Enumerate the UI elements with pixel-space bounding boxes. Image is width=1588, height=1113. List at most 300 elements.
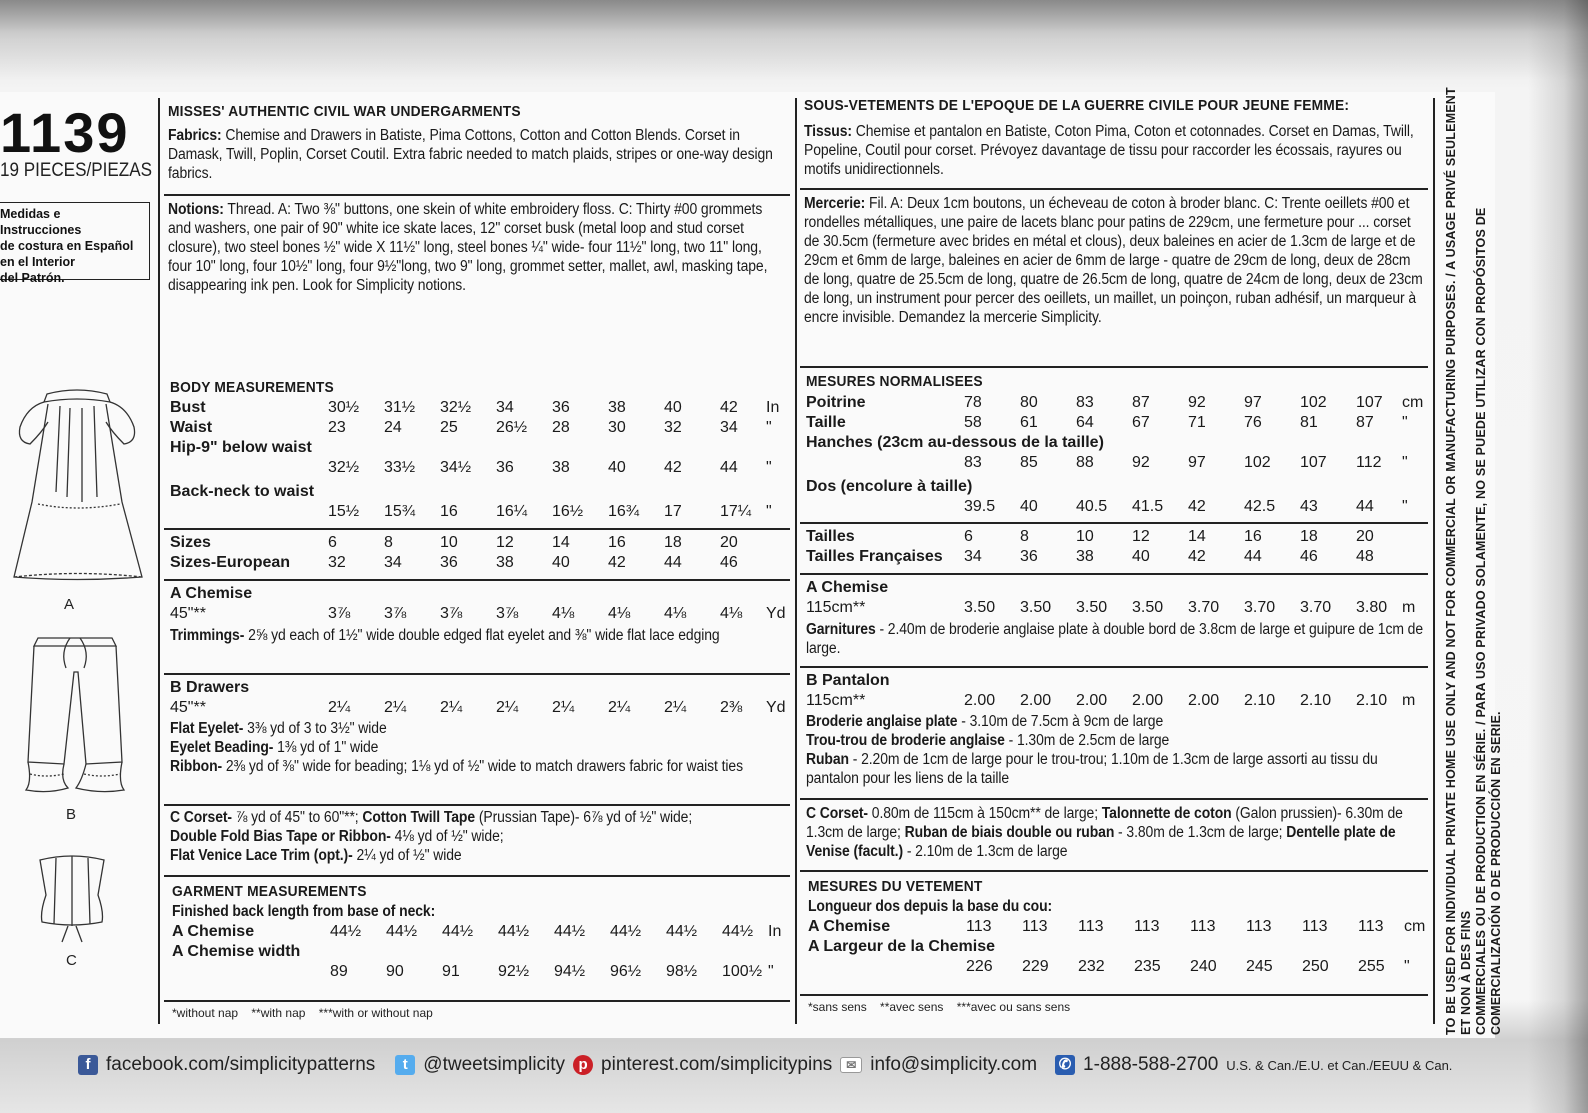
cell: 4⅛ (608, 605, 631, 622)
cell: 250 (1302, 958, 1329, 975)
facebook-icon: f (78, 1055, 98, 1075)
flat-eyelet-line (170, 719, 789, 738)
cell: 107 (1300, 454, 1327, 471)
cell: 97 (1244, 394, 1262, 411)
mercerie-label: Mercerie: (804, 195, 866, 212)
cell: 58 (964, 414, 982, 431)
row-label: 45"** (170, 699, 206, 716)
cell: 92 (1188, 394, 1206, 411)
table-row (806, 496, 1428, 516)
broderie-line (806, 712, 1427, 731)
cell: 42 (720, 399, 738, 416)
cell: 91 (442, 963, 460, 980)
notions-english (168, 200, 787, 295)
fabrics-label: Fabrics: (168, 127, 222, 144)
talonnette-label: Talonnette de coton (1101, 805, 1232, 822)
row-label: A Chemise (806, 579, 889, 596)
flat-eyelet-label: Flat Eyelet- (170, 720, 244, 737)
right-column-divider (1433, 98, 1435, 1024)
corset-yardage-en (170, 808, 789, 865)
table-row (172, 921, 790, 941)
divider (164, 804, 790, 806)
unit: m (1402, 599, 1416, 616)
garnitures-text: - 2.40m de broderie anglaise plate à double bord de 3.8cm de large et guipure de 1cm de large. (806, 621, 1424, 657)
cell: 34 (496, 399, 514, 416)
ribbon-label: Ribbon- (170, 758, 223, 775)
row-label: 115cm** (806, 692, 866, 709)
cell: 92½ (498, 963, 530, 980)
cell: 38 (496, 554, 514, 571)
row-label: Dos (encolure à taille) (806, 478, 973, 495)
cell: 44½ (330, 923, 362, 940)
table-row (808, 956, 1428, 976)
cell: 42 (1188, 548, 1206, 565)
cell: 232 (1078, 958, 1105, 975)
cell: 2.00 (964, 692, 996, 709)
cell: 87 (1132, 394, 1150, 411)
table-row (806, 432, 1428, 452)
cell: 92 (1132, 454, 1150, 471)
row-label: Waist (170, 419, 213, 436)
cell: 113 (1358, 918, 1384, 935)
trimmings-label: Trimmings- (170, 627, 245, 644)
row-label: Sizes (170, 534, 211, 551)
table-row (806, 690, 1428, 710)
cell: 23 (328, 419, 346, 436)
cell: 20 (1356, 528, 1374, 545)
corset-illustration (32, 850, 112, 945)
cell: 32 (664, 419, 682, 436)
cell: 32 (328, 554, 346, 571)
unit: Yd (766, 605, 786, 622)
unit: " (1404, 958, 1410, 975)
pinterest-link[interactable]: pinterest.com/simplicitypins (601, 1054, 833, 1075)
table-row (806, 597, 1428, 617)
cell: 102 (1300, 394, 1327, 411)
trimmings-text: 2⅝ yd each of 1½" wide double edged flat eyelet and ⅜" wide flat lace edging (248, 627, 720, 644)
cell: 12 (1132, 528, 1150, 545)
table-row (170, 417, 790, 437)
cell: 112 (1356, 454, 1382, 471)
cell: 17¼ (720, 503, 752, 520)
phone-region-note: U.S. & Can./E.U. et Can./EEUU & Can. (1226, 1057, 1453, 1073)
cell: 245 (1246, 958, 1273, 975)
mesures-normalisees-heading: MESURES NORMALISEES (806, 373, 983, 390)
pantalon-trims-fr (806, 712, 1427, 788)
flat-eyelet-text: 3⅜ yd of 3 to 3½" wide (247, 720, 387, 737)
drawers-illustration (20, 632, 130, 802)
title-english: MISSES' AUTHENTIC CIVIL WAR UNDERGARMENTS (168, 103, 521, 120)
broderie-label: Broderie anglaise plate (806, 713, 958, 730)
cell: 46 (1300, 548, 1318, 565)
corset-text: 0.80m de 115cm à 150cm** de large; (871, 805, 1098, 822)
cell: 25 (440, 419, 458, 436)
divider (164, 673, 790, 675)
dentelle-text: - 2.10m de 1.3cm de large (906, 843, 1068, 860)
cell: 90 (386, 963, 404, 980)
cell: 3.70 (1244, 599, 1276, 616)
unit: m (1402, 692, 1416, 709)
table-row (806, 670, 1428, 690)
cell: 3⅞ (440, 605, 463, 622)
cell: 12 (496, 534, 514, 551)
cell: 43 (1300, 498, 1318, 515)
garment-measurements-heading: GARMENT MEASUREMENTS (172, 883, 367, 900)
cell: 36 (1020, 548, 1038, 565)
cell: 3.50 (964, 599, 996, 616)
divider (800, 366, 1428, 368)
table-row (170, 532, 790, 552)
cell: 113 (1302, 918, 1328, 935)
cell: 94½ (554, 963, 586, 980)
tissus-text: Chemise et pantalon en Batiste, Coton Pima, Coton et cotonnades. Corset en Damas, Twill, Popeline, Coutil pour corset. Prévoyez davantage de tissu pour raccorder les écossais, rayures ou motifs unidirectionnels. (804, 123, 1414, 178)
cell: 44 (664, 554, 682, 571)
row-label: B Pantalon (806, 672, 890, 689)
cell: 44½ (554, 923, 586, 940)
cell: 31½ (384, 399, 416, 416)
corset-label: C Corset- (170, 809, 232, 826)
cell: 240 (1190, 958, 1217, 975)
cell: 4⅛ (720, 605, 743, 622)
garment-subheading: Finished back length from base of neck: (172, 903, 436, 920)
divider (800, 798, 1428, 800)
cell: 2¼ (496, 699, 519, 716)
cell: 15¾ (384, 503, 416, 520)
facebook-link[interactable]: facebook.com/simplicitypatterns (106, 1054, 376, 1075)
fabrics-text: Chemise and Drawers in Batiste, Pima Cottons, Cotton and Cotton Blends. Corset in Damask, Twill, Poplin, Corset Coutil. Extra fabric needed to match plaids, stripes or one-way design fabrics. (168, 127, 773, 182)
table-row (808, 936, 1428, 956)
cell: 3.80 (1356, 599, 1388, 616)
illustration-label-b: B (66, 806, 77, 823)
cell: 3⅞ (384, 605, 407, 622)
cell: 20 (720, 534, 738, 551)
cell: 14 (552, 534, 570, 551)
cell: 87 (1356, 414, 1374, 431)
cell: 16 (1244, 528, 1262, 545)
cell: 38 (552, 459, 570, 476)
row-label: Hanches (23cm au-dessous de la taille) (806, 434, 1104, 451)
cell: 26½ (496, 419, 528, 436)
sizes-table-en (170, 532, 790, 572)
twitter-icon: t (395, 1055, 415, 1075)
twitter-link[interactable]: @tweetsimplicity (423, 1054, 566, 1075)
left-column-divider (158, 98, 160, 1024)
cell: 2¼ (440, 699, 463, 716)
mercerie-french (804, 194, 1425, 327)
cell: 255 (1358, 958, 1385, 975)
talonnette-text: (Galon prussien)- 6.30m de 1.3cm de large; (806, 805, 1403, 841)
cell: 44 (1244, 548, 1262, 565)
row-label: A Largeur de la Chemise (808, 938, 996, 955)
table-row (806, 412, 1428, 432)
cell: 113 (1190, 918, 1216, 935)
cell: 235 (1134, 958, 1161, 975)
row-label: A Chemise (172, 923, 255, 940)
cell: 34 (720, 419, 738, 436)
unit: " (1402, 454, 1408, 471)
cell: 32½ (328, 459, 360, 476)
pinterest-icon: p (573, 1055, 593, 1075)
mesures-vetement-heading: MESURES DU VETEMENT (808, 878, 983, 895)
cell: 30 (608, 419, 626, 436)
cell: 34 (384, 554, 402, 571)
ruban-line (806, 750, 1427, 788)
cell: 6 (964, 528, 973, 545)
cell: 28 (552, 419, 570, 436)
cell: 16¾ (608, 503, 640, 520)
phone-icon: ✆ (1055, 1055, 1075, 1075)
footnote-english: *without nap **with nap ***with or without nap (172, 1006, 433, 1020)
cell: 4⅛ (664, 605, 687, 622)
pantalon-yardage-fr (806, 670, 1428, 710)
corset-label: C Corset- (806, 805, 868, 822)
cell: 40 (1132, 548, 1150, 565)
cell: 2.10 (1356, 692, 1388, 709)
right-edge-shadow (1528, 0, 1588, 1113)
footnote-french: *sans sens **avec sens ***avec ou sans sens (808, 1000, 1071, 1014)
row-label: Back-neck to waist (170, 483, 315, 500)
table-row (170, 583, 790, 603)
cell: 113 (1246, 918, 1272, 935)
cell: 34 (964, 548, 982, 565)
eyelet-beading-label: Eyelet Beading- (170, 739, 274, 756)
cell: 8 (1020, 528, 1029, 545)
divider (800, 522, 1428, 524)
divider (164, 579, 790, 581)
ruban-biais-label: Ruban de biais double ou ruban (904, 824, 1115, 841)
table-row (170, 697, 790, 717)
table-row (170, 397, 790, 417)
lace-trim-text: 2¼ yd of ½" wide (356, 847, 462, 864)
trou-trou-line (806, 731, 1427, 750)
cell: 113 (1134, 918, 1160, 935)
divider (164, 875, 790, 877)
unit: " (768, 963, 774, 980)
cell: 32½ (440, 399, 472, 416)
cell: 44½ (666, 923, 698, 940)
row-label: Tailles Françaises (806, 548, 943, 565)
cell: 16½ (552, 503, 584, 520)
unit: " (1402, 414, 1408, 431)
tissus-label: Tissus: (804, 123, 852, 140)
divider (800, 573, 1428, 575)
cell: 89 (330, 963, 348, 980)
cell: 42 (608, 554, 626, 571)
cell: 4⅛ (552, 605, 575, 622)
cell: 42.5 (1244, 498, 1276, 515)
unit: " (1402, 498, 1408, 515)
cell: 40 (552, 554, 570, 571)
body-measurements-table-fr (806, 392, 1428, 516)
cell: 76 (1244, 414, 1262, 431)
row-label: A Chemise width (172, 943, 301, 960)
cell: 36 (440, 554, 458, 571)
row-label: A Chemise (808, 918, 891, 935)
cell: 80 (1020, 394, 1038, 411)
cell: 2.00 (1020, 692, 1052, 709)
cell: 3.50 (1132, 599, 1164, 616)
table-row (170, 501, 790, 521)
table-row (806, 546, 1428, 566)
cell: 107 (1356, 394, 1383, 411)
eyelet-beading-text: 1⅜ yd of 1" wide (277, 739, 379, 756)
cell: 2.00 (1076, 692, 1108, 709)
twill-tape-text: (Prussian Tape)- 6⅞ yd of ½" wide; (478, 809, 693, 826)
spanish-instructions-note (0, 202, 150, 285)
cell: 64 (1076, 414, 1094, 431)
table-row (806, 577, 1428, 597)
cell: 40 (664, 399, 682, 416)
cell: 98½ (666, 963, 698, 980)
chemise-illustration (2, 382, 152, 582)
cell: 113 (1078, 918, 1104, 935)
cell: 71 (1188, 414, 1206, 431)
cell: 83 (964, 454, 982, 471)
cell: 100½ (722, 963, 763, 980)
trou-trou-label: Trou-trou de broderie anglaise (806, 732, 1005, 749)
cell: 34½ (440, 459, 472, 476)
garnitures-label: Garnitures (806, 621, 876, 638)
cell: 2.00 (1132, 692, 1164, 709)
ruban-text: - 2.20m de 1cm de large pour le trou-trou; 1.10m de 1.3cm de large assorti au tissu du pantalon pour les liens de la taille (806, 751, 1378, 787)
cell: 67 (1132, 414, 1150, 431)
cell: 2.10 (1244, 692, 1276, 709)
unit: cm (1402, 394, 1424, 411)
divider (800, 188, 1428, 190)
table-row (806, 452, 1428, 472)
phone-number: 1-888-588-2700 (1083, 1054, 1219, 1075)
cell: 10 (440, 534, 458, 551)
ribbon-line (170, 757, 789, 776)
mercerie-text: Fil. A: Deux 1cm boutons, un écheveau de coton à broder blanc. C: Trente oeillets #00 et rondelles métalliques, une paire de lacets blanc pour patins de 229cm, une fermeture pour ... corset de 30.5cm (fermeture avec brides en métal et clous), deux baleines en acier de 1.3cm de large et de 29cm et 6mm de large, baleines en acier de 6mm de large - quatre de 29cm de long, deux de 28cm de long, quatre de 25.5cm de long, quatre de 26.5cm de long, quatre de 24cm de long, deux de 23cm de long, un instrument pour percer des oeillets, un maillet, un poinçon, ruban adhésif, un marqueur à encre invisible. Demandez la mercerie Simplicity. (804, 195, 1423, 326)
unit: " (766, 419, 772, 436)
cell: 3⅞ (496, 605, 519, 622)
unit: Yd (766, 699, 786, 716)
notions-label: Notions: (168, 201, 224, 218)
divider (164, 194, 790, 196)
cell: 44½ (442, 923, 474, 940)
lace-trim-label: Flat Venice Lace Trim (opt.)- (170, 847, 353, 864)
cell: 40 (608, 459, 626, 476)
chemise-yardage-en (170, 583, 790, 623)
illustration-label-c: C (66, 952, 77, 969)
cell: 3.50 (1076, 599, 1108, 616)
cell: 96½ (610, 963, 642, 980)
cell: 2¼ (552, 699, 575, 716)
spanish-note-line: Medidas e Instrucciones (0, 207, 82, 237)
cell: 44½ (610, 923, 642, 940)
trou-trou-text: - 1.30m de 2.5cm de large (1008, 732, 1170, 749)
divider (800, 870, 1428, 872)
garnitures-fr (806, 620, 1427, 658)
cell: 14 (1188, 528, 1206, 545)
table-row (172, 941, 790, 961)
spanish-note-line: en el Interior (0, 255, 76, 269)
row-label: Tailles (806, 528, 855, 545)
illustration-label-a: A (64, 596, 75, 613)
table-row (170, 437, 790, 457)
private-use-notice (1444, 75, 1504, 1035)
sizes-table-fr (806, 526, 1428, 566)
garment-measurements-fr (808, 916, 1428, 976)
cell: 30½ (328, 399, 360, 416)
cell: 24 (384, 419, 402, 436)
email-link[interactable]: info@simplicity.com (870, 1054, 1038, 1075)
table-row (808, 916, 1428, 936)
cell: 3⅞ (328, 605, 351, 622)
pieces-count: 19 PIECES/PIEZAS (0, 160, 153, 181)
ruban-biais-text: - 3.80m de 1.3cm de large; (1118, 824, 1283, 841)
row-label: Hip-9" below waist (170, 439, 312, 456)
table-row (170, 552, 790, 572)
corset-yardage-fr (806, 804, 1427, 861)
table-row (806, 392, 1428, 412)
drawers-yardage-en (170, 677, 790, 717)
garment-measurements-en (172, 921, 790, 981)
title-french: SOUS-VETEMENTS DE L'EPOQUE DE LA GUERRE CIVILE POUR JEUNE FEMME: (804, 97, 1350, 114)
unit: " (766, 459, 772, 476)
broderie-text: - 3.10m de 7.5cm à 9cm de large (961, 713, 1164, 730)
table-row (170, 457, 790, 477)
cell: 17 (664, 503, 682, 520)
email-icon: ✉ (840, 1057, 862, 1073)
body-measurements-table-en (170, 397, 790, 521)
ruban-label: Ruban (806, 751, 849, 768)
unit: cm (1404, 918, 1426, 935)
cell: 42 (1188, 498, 1206, 515)
cell: 113 (1022, 918, 1048, 935)
cell: 85 (1020, 454, 1038, 471)
row-label: B Drawers (170, 679, 250, 696)
cell: 38 (1076, 548, 1094, 565)
table-row (806, 526, 1428, 546)
cell: 44½ (498, 923, 530, 940)
cell: 16 (608, 534, 626, 551)
cell: 81 (1300, 414, 1318, 431)
spanish-note-line: del Patrón. (0, 271, 65, 285)
spanish-note-line: de costura en Español (0, 239, 134, 253)
tissus-french (804, 122, 1425, 179)
drawers-trims-en (170, 719, 789, 776)
row-label: Sizes-European (170, 554, 291, 571)
bias-tape-label: Double Fold Bias Tape or Ribbon- (170, 828, 391, 845)
divider (800, 666, 1428, 668)
row-label: 45"** (170, 605, 206, 622)
cell: 10 (1076, 528, 1094, 545)
notions-text: Thread. A: Two ⅜" buttons, one skein of white embroidery floss. C: Thirty #00 grommets and washers, one pair of 90" white ice skate laces, 12" corset busk (metal loop and stud corset closure), two steel bones ½" wide X 11½" long, steel bones ¼" wide- four 11½" long, two 11" long, four 10" long, four 10½" long, four 9½"long, two 9" long, grommet setter, mallet, awl, masking tape, disappearing ink pen. Look for Simplicity notions. (168, 201, 768, 294)
cell: 16 (440, 503, 458, 520)
cell: 48 (1356, 548, 1374, 565)
cell: 2.00 (1188, 692, 1220, 709)
row-label: A Chemise (170, 585, 253, 602)
cell: 3.50 (1020, 599, 1052, 616)
cell: 2⅜ (720, 699, 743, 716)
cell: 36 (496, 459, 514, 476)
top-crease-shadow (0, 0, 1588, 80)
cell: 8 (384, 534, 393, 551)
cell: 18 (1300, 528, 1318, 545)
cell: 44 (1356, 498, 1374, 515)
row-label: Bust (170, 399, 206, 416)
cell: 2¼ (664, 699, 687, 716)
cell: 16¼ (496, 503, 528, 520)
corset-text: ⅞ yd of 45" to 60"**; (235, 809, 359, 826)
divider (164, 528, 790, 530)
notice-line: COMMERCIALES OU DE PRODUCTION EN SÉRIE. / PARA USO PRIVADO SOLAMENTE, NO SE PUEDE UTILIZAR CON PROPÓSITOS DE COMERCIALIZACIÓN O DE PRODUCCIÓN EN SERIE. (1474, 207, 1503, 1035)
cell: 33½ (384, 459, 416, 476)
cell: 102 (1244, 454, 1271, 471)
twill-tape-label: Cotton Twill Tape (362, 809, 476, 826)
